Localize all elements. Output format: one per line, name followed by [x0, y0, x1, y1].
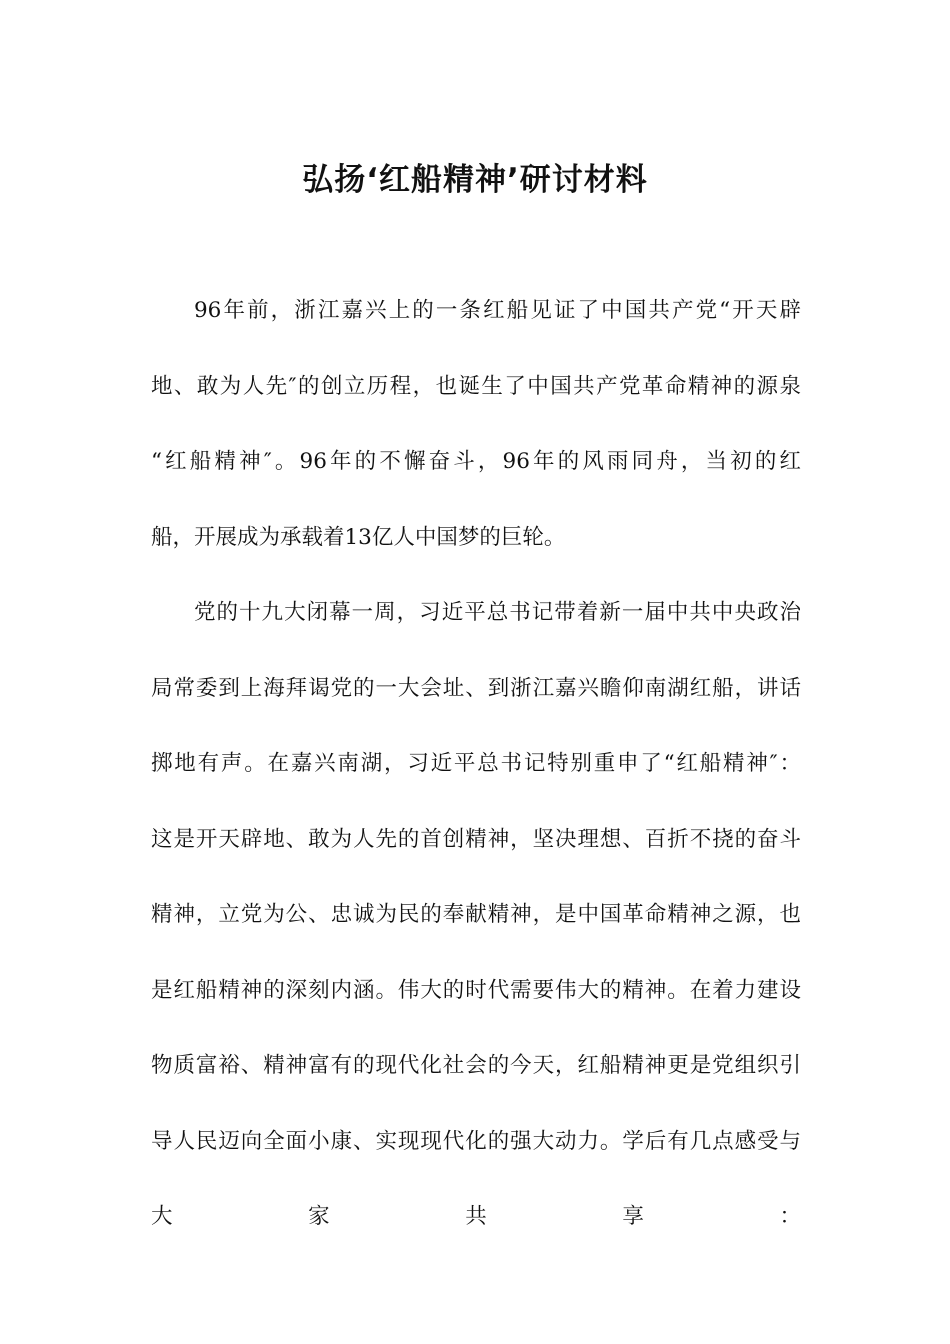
- paragraph-line: 掷地有声。在嘉兴南湖，习近平总书记特别重申了“红船精神″：: [151, 751, 801, 776]
- paragraph-line: 精神，立党为公、忠诚为民的奉献精神，是中国革命精神之源，也: [151, 902, 801, 927]
- paragraph-line: 党的十九大闭幕一周，习近平总书记带着新一届中共中央政治: [194, 600, 801, 625]
- document-body: [151, 290, 801, 1272]
- paragraph-line: 96年前，浙江嘉兴上的一条红船见证了中国共产党“开天辟: [194, 298, 801, 323]
- paragraph-line: 这是开天辟地、敢为人先的首创精神，坚决理想、百折不挠的奋斗: [151, 826, 801, 852]
- paragraph-line: 船，开展成为承载着13亿人中国梦的巨轮。: [151, 524, 566, 550]
- document-title: 弘扬‘红船精神’研讨材料: [302, 162, 648, 198]
- paragraph-line: 大 家 共 享 ：: [151, 1204, 801, 1229]
- paragraph-line: 物质富裕、精神富有的现代化社会的今天，红船精神更是党组织引: [151, 1053, 801, 1078]
- paragraph-line: 局常委到上海拜谒党的一大会址、到浙江嘉兴瞻仰南湖红船，讲话: [151, 675, 801, 701]
- paragraph-line: “红船精神″。96年的不懈奋斗，96年的风雨同舟，当初的红: [151, 449, 801, 474]
- paragraph-line: 是红船精神的深刻内涵。伟大的时代需要伟大的精神。在着力建设: [151, 977, 801, 1003]
- paragraph-line: 地、敢为人先″的创立历程，也诞生了中国共产党革命精神的源泉: [151, 373, 801, 399]
- paragraph-line: 导人民迈向全面小康、实现现代化的强大动力。学后有几点感受与: [151, 1128, 801, 1154]
